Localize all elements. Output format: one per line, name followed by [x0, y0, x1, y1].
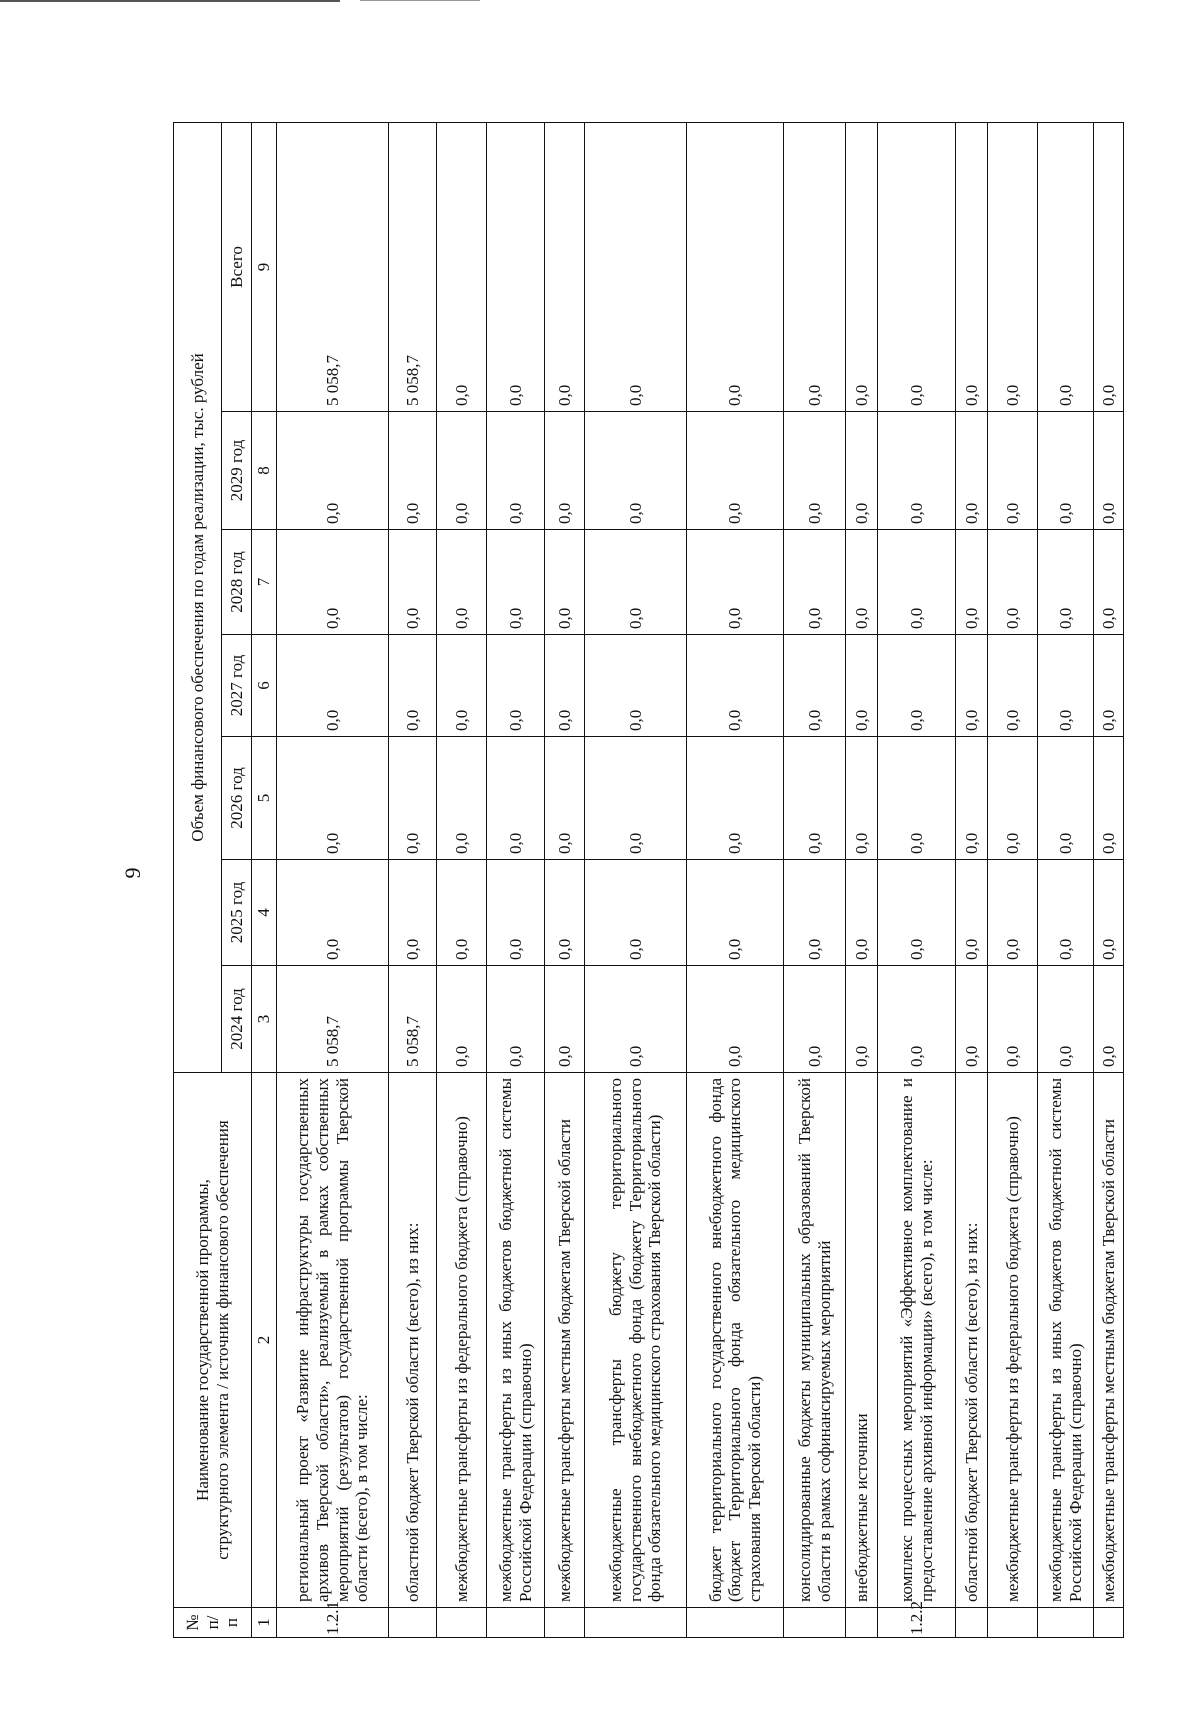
row-value: 5 058,7: [277, 966, 389, 1073]
table-row: [545, 122, 585, 1637]
row-value: 0,0: [956, 122, 988, 411]
row-value: 0,0: [487, 860, 545, 966]
row-value: 0,0: [878, 966, 956, 1073]
row-value: 0,0: [389, 737, 437, 860]
table-row: [878, 122, 956, 1637]
page-number: 9: [120, 867, 145, 879]
header-year: Всего: [222, 122, 252, 411]
row-value: 0,0: [687, 635, 784, 737]
row-value: 0,0: [846, 412, 878, 530]
row-value: 0,0: [585, 737, 687, 860]
row-value: 0,0: [389, 635, 437, 737]
header-col-volume: Объем финансового обеспечения по годам реализации, тыс. рублей: [174, 122, 222, 1072]
row-value: 0,0: [1038, 966, 1094, 1073]
header-col-name: [174, 1073, 252, 1608]
row-value: 0,0: [545, 966, 585, 1073]
row-value: 0,0: [878, 860, 956, 966]
table-row: [1038, 122, 1094, 1637]
row-index: [956, 1608, 988, 1638]
row-value: 0,0: [545, 737, 585, 860]
rotated-table-container: [173, 123, 1118, 1638]
row-name: межбюджетные трансферты из иных бюджетов бюджетной системы Российской Федерации (справочно): [1038, 1073, 1094, 1608]
row-value: 0,0: [487, 412, 545, 530]
row-value: 0,0: [846, 860, 878, 966]
row-value: 0,0: [1038, 122, 1094, 411]
row-value: 0,0: [487, 737, 545, 860]
row-value: 0,0: [784, 530, 846, 635]
row-value: 0,0: [1038, 412, 1094, 530]
row-value: 0,0: [956, 860, 988, 966]
header-col-number: 7: [252, 530, 277, 635]
row-value: 0,0: [687, 860, 784, 966]
row-value: 0,0: [585, 412, 687, 530]
row-name: межбюджетные трансферты из федерального бюджета (справочно): [988, 1073, 1038, 1608]
row-value: 0,0: [389, 412, 437, 530]
table-row: [846, 122, 878, 1637]
row-value: 0,0: [956, 412, 988, 530]
row-name: межбюджетные трансферты из иных бюджетов бюджетной системы Российской Федерации (справочно): [487, 1073, 545, 1608]
row-value: 0,0: [878, 122, 956, 411]
row-value: 0,0: [846, 635, 878, 737]
row-index: 1.2.1: [277, 1608, 389, 1638]
row-index: [545, 1608, 585, 1638]
row-value: 0,0: [846, 966, 878, 1073]
row-value: 0,0: [585, 122, 687, 411]
row-value: 0,0: [545, 412, 585, 530]
row-index: [988, 1608, 1038, 1638]
row-value: 0,0: [1038, 737, 1094, 860]
row-value: 0,0: [437, 122, 487, 411]
row-index: [437, 1608, 487, 1638]
row-value: 0,0: [846, 737, 878, 860]
row-value: 0,0: [988, 412, 1038, 530]
row-name: комплекс процессных мероприятий «Эффективное комплектование и предоставление архивной информации» (всего), в том числе:: [878, 1073, 956, 1608]
row-index: [846, 1608, 878, 1638]
row-value: 0,0: [585, 635, 687, 737]
row-value: 0,0: [878, 412, 956, 530]
row-value: 0,0: [988, 635, 1038, 737]
row-value: 0,0: [687, 530, 784, 635]
row-value: 0,0: [585, 530, 687, 635]
row-value: 0,0: [956, 635, 988, 737]
row-value: 0,0: [956, 737, 988, 860]
row-value: 0,0: [956, 966, 988, 1073]
header-col-name-line2: структурного элемента / источник финансового обеспечения: [212, 1120, 232, 1560]
row-value: 0,0: [1094, 122, 1124, 411]
table-row: [389, 122, 437, 1637]
table-row: [988, 122, 1038, 1637]
row-value: 0,0: [784, 412, 846, 530]
row-value: 0,0: [784, 966, 846, 1073]
header-year: 2026 год: [222, 737, 252, 860]
row-value: 0,0: [687, 737, 784, 860]
row-index: 1.2.2: [878, 1608, 956, 1638]
row-name: межбюджетные трансферты из федерального бюджета (справочно): [437, 1073, 487, 1608]
row-value: 0,0: [1094, 635, 1124, 737]
row-name: бюджет территориального государственного внебюджетного фонда (бюджет Территориального фонда обязательного медицинского страхования Тверской области): [687, 1073, 784, 1608]
row-value: 0,0: [277, 737, 389, 860]
row-value: 0,0: [1094, 860, 1124, 966]
table-row: [784, 122, 846, 1637]
row-value: 0,0: [545, 635, 585, 737]
row-value: 0,0: [687, 412, 784, 530]
row-value: 0,0: [277, 635, 389, 737]
table-row: [487, 122, 545, 1637]
table-row: [437, 122, 487, 1637]
row-value: 0,0: [437, 412, 487, 530]
header-col-number: 6: [252, 635, 277, 737]
row-value: 0,0: [988, 122, 1038, 411]
row-index: [585, 1608, 687, 1638]
table-row: [277, 122, 389, 1637]
header-col-name-line1: Наименование государственной программы,: [192, 1179, 212, 1501]
row-name: консолидированные бюджеты муниципальных образований Тверской области в рамках софинансируемых мероприятий: [784, 1073, 846, 1608]
header-year: 2029 год: [222, 412, 252, 530]
row-value: 0,0: [784, 860, 846, 966]
row-value: 0,0: [277, 530, 389, 635]
row-value: 0,0: [437, 530, 487, 635]
header-col-number: 8: [252, 412, 277, 530]
row-value: 0,0: [389, 860, 437, 966]
row-value: 0,0: [687, 966, 784, 1073]
row-value: 0,0: [585, 860, 687, 966]
row-value: 5 058,7: [389, 966, 437, 1073]
row-value: 5 058,7: [277, 122, 389, 411]
row-value: 0,0: [487, 530, 545, 635]
row-value: 0,0: [1094, 412, 1124, 530]
row-value: 0,0: [784, 635, 846, 737]
row-value: 0,0: [487, 635, 545, 737]
scan-artifact-line: [360, 0, 480, 1]
row-name: областной бюджет Тверской области (всего), из них:: [956, 1073, 988, 1608]
header-col-number: 3: [252, 966, 277, 1073]
row-name: межбюджетные трансферты бюджету территориального государственного внебюджетного фонда (бюджету Территориального фонда обязательного медицинского страхования Тверской области): [585, 1073, 687, 1608]
row-value: 0,0: [437, 966, 487, 1073]
row-name: внебюджетные источники: [846, 1073, 878, 1608]
row-value: 0,0: [988, 530, 1038, 635]
row-value: 0,0: [437, 635, 487, 737]
row-value: 0,0: [277, 860, 389, 966]
header-col-num: № п/п: [174, 1608, 252, 1638]
row-value: 0,0: [878, 635, 956, 737]
row-name: межбюджетные трансферты местным бюджетам Тверской области: [545, 1073, 585, 1608]
scan-artifact-line: [0, 0, 340, 2]
row-value: 0,0: [277, 412, 389, 530]
table-body: [277, 122, 1124, 1637]
row-value: 0,0: [878, 737, 956, 860]
header-col-number: 5: [252, 737, 277, 860]
header-year: 2024 год: [222, 966, 252, 1073]
header-row-1: [174, 122, 222, 1637]
row-value: 0,0: [956, 530, 988, 635]
row-value: 0,0: [389, 530, 437, 635]
row-value: 0,0: [1094, 737, 1124, 860]
row-value: 0,0: [846, 530, 878, 635]
financing-table: [173, 122, 1124, 1638]
row-value: 0,0: [687, 122, 784, 411]
row-value: 0,0: [1094, 966, 1124, 1073]
row-index: [389, 1608, 437, 1638]
row-value: 0,0: [988, 860, 1038, 966]
table-row: [585, 122, 687, 1637]
row-value: 0,0: [1038, 860, 1094, 966]
row-index: [1038, 1608, 1094, 1638]
row-index: [1094, 1608, 1124, 1638]
row-value: 0,0: [1094, 530, 1124, 635]
row-value: 0,0: [988, 737, 1038, 860]
header-year: 2027 год: [222, 635, 252, 737]
header-col-number: 2: [252, 1073, 277, 1608]
row-value: 0,0: [784, 737, 846, 860]
header-col-number: 1: [252, 1608, 277, 1638]
header-year: 2025 год: [222, 860, 252, 966]
row-name: межбюджетные трансферты местным бюджетам Тверской области: [1094, 1073, 1124, 1608]
header-row-numbers: [252, 122, 277, 1637]
row-name: региональный проект «Развитие инфраструктуры государственных архивов Тверской области», реализуемый в рамках собственных мероприятий (результатов) государственной программы Тверской области (всего), в том числе:: [277, 1073, 389, 1608]
header-year: 2028 год: [222, 530, 252, 635]
row-value: 0,0: [1038, 530, 1094, 635]
row-value: 0,0: [437, 860, 487, 966]
row-name: областной бюджет Тверской области (всего), из них:: [389, 1073, 437, 1608]
row-value: 0,0: [988, 966, 1038, 1073]
row-value: 0,0: [878, 530, 956, 635]
row-value: 0,0: [487, 966, 545, 1073]
row-value: 0,0: [585, 966, 687, 1073]
row-value: 5 058,7: [389, 122, 437, 411]
row-value: 0,0: [545, 530, 585, 635]
row-value: 0,0: [846, 122, 878, 411]
row-value: 0,0: [784, 122, 846, 411]
table-row: [956, 122, 988, 1637]
row-value: 0,0: [545, 860, 585, 966]
row-value: 0,0: [1038, 635, 1094, 737]
table-row: [687, 122, 784, 1637]
row-value: 0,0: [437, 737, 487, 860]
row-index: [784, 1608, 846, 1638]
row-index: [687, 1608, 784, 1638]
row-value: 0,0: [545, 122, 585, 411]
header-col-number: 4: [252, 860, 277, 966]
row-index: [487, 1608, 545, 1638]
row-value: 0,0: [487, 122, 545, 411]
table-row: [1094, 122, 1124, 1637]
header-col-number: 9: [252, 122, 277, 411]
